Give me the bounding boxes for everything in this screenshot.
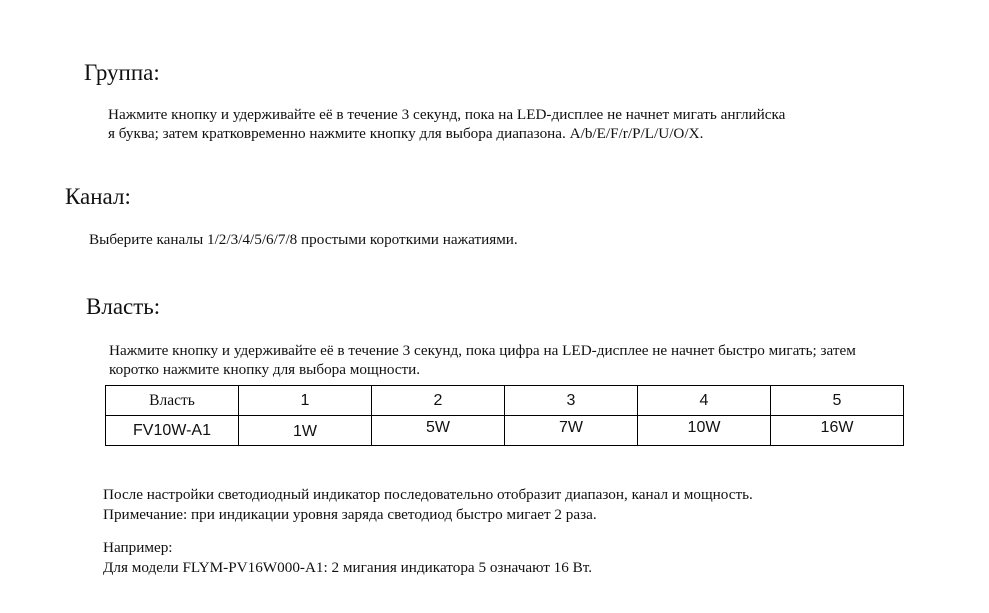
power-table-value-cell: 16W — [771, 416, 904, 446]
group-text-line-2: я буква; затем кратковременно нажмите кнопку для выбора диапазона. A/b/E/F/r/P/L/U/O/X. — [108, 125, 704, 142]
power-table-value-cell: 7W — [505, 416, 638, 446]
power-table-row — [106, 416, 904, 446]
power-table-model-cell: FV10W-A1 — [106, 416, 239, 446]
power-text-line-2: коротко нажмите кнопку для выбора мощности. — [109, 361, 421, 378]
example-text: Для модели FLYM-PV16W000-A1: 2 мигания индикатора 5 означают 16 Вт. — [103, 559, 593, 576]
group-heading: Группа: — [84, 60, 160, 85]
power-table-header-cell: 1 — [239, 386, 372, 416]
power-table-header-cell: 2 — [372, 386, 505, 416]
after-setup-text: После настройки светодиодный индикатор последовательно отобразит диапазон, канал и мощность. — [103, 486, 753, 503]
channel-text: Выберите каналы 1/2/3/4/5/6/7/8 простыми короткими нажатиями. — [89, 231, 518, 248]
power-table-header-row — [106, 386, 904, 416]
power-table-header-cell: 5 — [771, 386, 904, 416]
power-table-value-cell: 1W — [239, 416, 372, 446]
power-text-line-1: Нажмите кнопку и удерживайте её в течение 3 секунд, пока цифра на LED-дисплее не начнет быстро мигать; затем — [109, 342, 856, 359]
power-table — [105, 385, 904, 446]
power-table-value-cell: 5W — [372, 416, 505, 446]
example-label: Например: — [103, 539, 173, 556]
group-text-line-1: Нажмите кнопку и удерживайте её в течение 3 секунд, пока на LED-дисплее не начнет мигать английска — [108, 106, 786, 123]
power-table-header-cell: 3 — [505, 386, 638, 416]
channel-heading: Канал: — [65, 184, 131, 209]
power-table-value-cell: 10W — [638, 416, 771, 446]
note-text: Примечание: при индикации уровня заряда светодиод быстро мигает 2 раза. — [103, 506, 597, 523]
power-heading: Власть: — [86, 294, 161, 319]
power-table-header-cell: Власть — [106, 386, 239, 416]
power-table-header-cell: 4 — [638, 386, 771, 416]
